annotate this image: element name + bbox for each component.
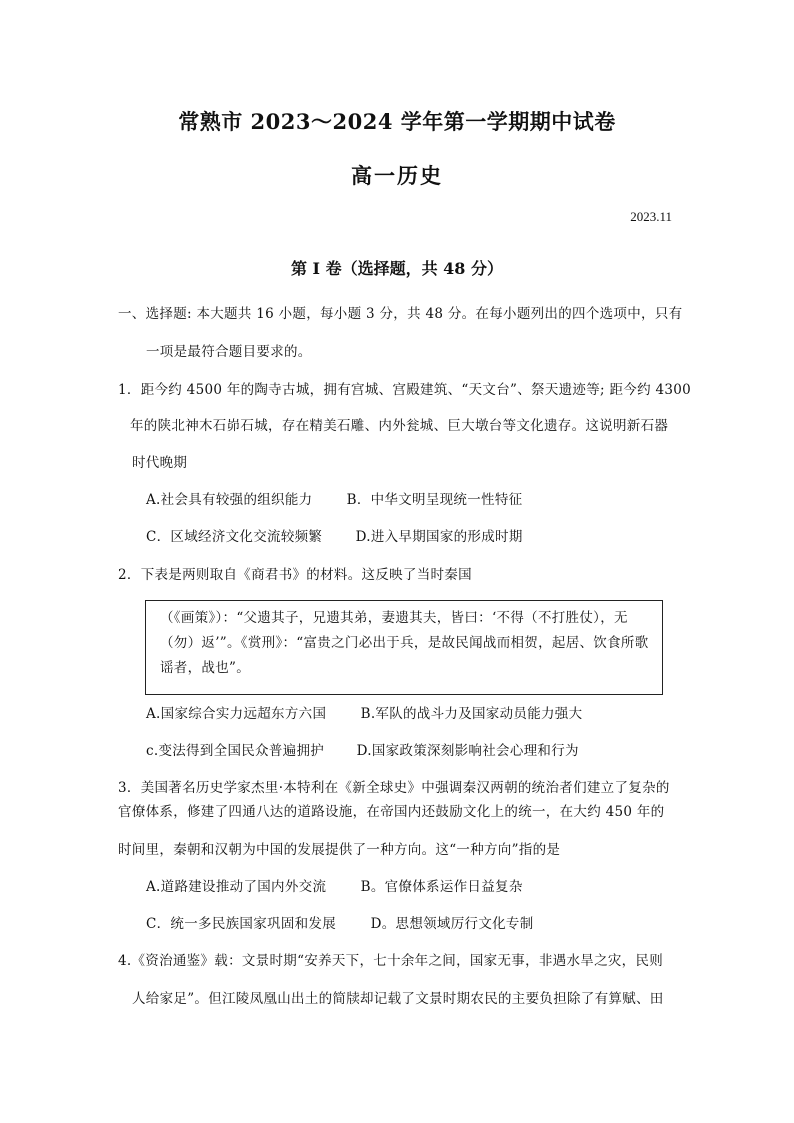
q3-option-c[interactable]: C．统一多民族国家巩固和发展	[146, 916, 337, 932]
q2-material-text	[160, 606, 655, 681]
section-title: 第 I 卷（选择题，共 48 分）	[290, 259, 504, 278]
q1-stem-line-3: 时代晚期	[132, 455, 188, 471]
q2-option-c[interactable]: c.变法得到全国民众普遍拥护	[146, 743, 325, 759]
q2-options-row-1	[146, 702, 582, 722]
q3-options-row-2	[146, 912, 534, 932]
q4-stem-line-1: 4.《资治通鉴》载：文景时期“安养天下，七十余年之间，国家无事，非遇水旱之灾，民则	[118, 953, 664, 969]
q3-stem-line-2: 官僚体系，修建了四通八达的道路设施，在帝国内还鼓励文化上的统一，在大约 450 年的	[118, 804, 665, 820]
q2-option-d[interactable]: D.国家政策深刻影响社会心理和行为	[356, 743, 579, 759]
q2-material-line-1: （《画策》）：“父遗其子，兄遗其弟，妻遗其夫，皆曰：‘不得（不打胜仗），无	[160, 610, 628, 626]
q1-options-row-1	[146, 488, 522, 508]
q1-options-row-2	[146, 525, 523, 545]
q3-stem-line-3: 时间里，秦朝和汉朝为中国的发展提供了一种方向。这“一种方向”指的是	[118, 842, 561, 858]
q2-material-line-2: （勿）返’”。《赏刑》：“富贵之门必出于兵，是故民闻战而相贺，起居、饮食所歌	[160, 635, 649, 651]
q1-option-c[interactable]: C．区域经济文化交流较频繁	[146, 529, 323, 545]
q2-option-a[interactable]: A.国家综合实力远超东方六国	[146, 706, 327, 722]
q1-option-d[interactable]: D.进入早期国家的形成时期	[355, 529, 523, 545]
q1-option-a[interactable]: A.社会具有较强的组织能力	[146, 492, 313, 508]
q1-stem-line-1: 1．距今约 4500 年的陶寺古城，拥有宫城、宫殿建筑、“天文台”、祭天遗迹等; 距今约 4300	[118, 382, 692, 398]
exam-date: 2023.11	[630, 209, 672, 224]
q4-stem-line-2: 人给家足”。但江陵凤凰山出土的简牍却记载了文景时期农民的主要负担除了有算赋、田	[132, 991, 664, 1007]
q3-option-a[interactable]: A.道路建设推动了国内外交流	[146, 879, 327, 895]
q1-stem-line-2: 年的陕北神木石峁石城，存在精美石雕、内外瓮城、巨大墩台等文化遗存。这说明新石器	[130, 418, 669, 434]
exam-subject: 高一历史	[351, 163, 443, 188]
q2-option-b[interactable]: B.军队的战斗力及国家动员能力强大	[360, 706, 583, 722]
q3-options-row-1	[146, 875, 523, 895]
q1-option-b[interactable]: B．中华文明呈现统一性特征	[346, 492, 523, 508]
q3-stem-line-1: 3．美国著名历史学家杰里·本特利在《新全球史》中强调秦汉两朝的统治者们建立了复杂的	[118, 780, 670, 796]
q2-material-line-3: 谣者，战也”。	[160, 660, 251, 676]
q2-options-row-2	[146, 739, 579, 759]
q3-option-d[interactable]: D。思想领域厉行文化专制	[370, 916, 534, 932]
exam-title: 常熟市 2023～2024 学年第一学期期中试卷	[178, 109, 616, 134]
instructions-line-2: 一项是最符合题目要求的。	[146, 344, 312, 360]
q3-option-b[interactable]: B。官僚体系运作日益复杂	[360, 879, 523, 895]
instructions-line-1: 一、选择题: 本大题共 16 小题，每小题 3 分，共 48 分。在每小题列出的四个选项中，只有	[118, 306, 683, 322]
q2-stem: 2．下表是两则取自《商君书》的材料。这反映了当时秦国	[118, 567, 472, 583]
